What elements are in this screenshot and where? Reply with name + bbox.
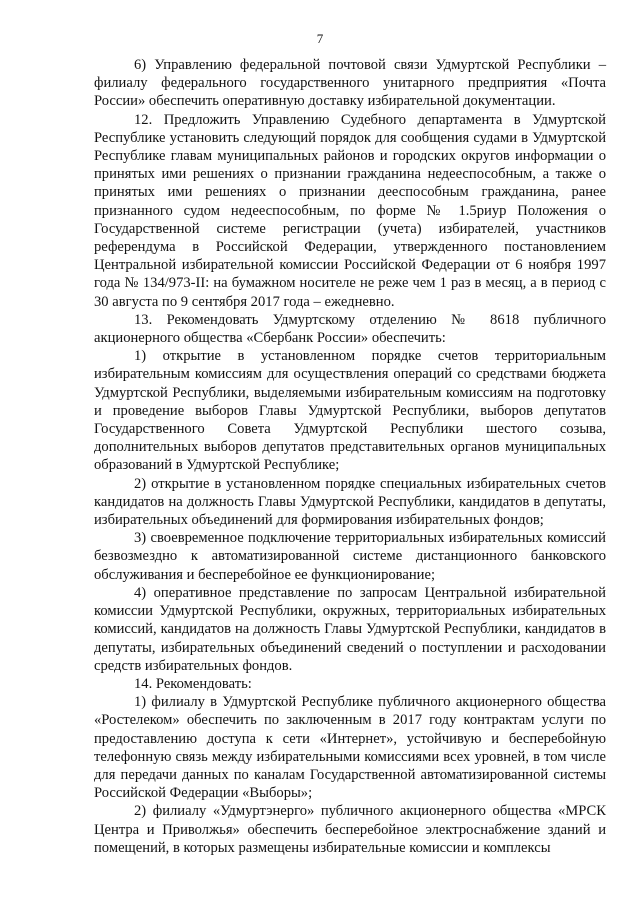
page-number: 7 [316, 31, 324, 46]
paragraph-14-1: 1) филиалу в Удмуртской Республике публичного акционерного общества «Ростелеком» обеспечить по заключенным в 2017 году контрактам услуги по предоставлению доступа к сети «Интернет», устойчивую и бесперебойную телефонную связь между избирательными комиссиями всех уровней, в том числе для передачи данных по каналам Государственной автоматизированной системы Российской Федерации «Выборы»; [94, 694, 606, 802]
paragraph-13-4: 4) оперативное представление по запросам Центральной избирательной комиссии Удмуртской Республики, окружных, территориальных избирательных комиссий, кандидатов на должность Главы Удмуртской Республики, кандидатов в депутаты, избирательных объединений сведений о поступлении и расходовании средств избирательных фондов. [94, 584, 606, 674]
paragraph-13-1: 1) открытие в установленном порядке счетов территориальным избирательным комиссиям для осуществления операций со средствами бюджета Удмуртской Республики, выделяемыми избирательным комиссиям на подготовку и проведение выборов Главы Удмуртской Республики, выборов депутатов Государственного Совета Удмуртской Республики шестого созыва, дополнительных выборов депутатов представительных органов муниципальных образований в Удмуртской Республике; [94, 348, 606, 474]
paragraph-12-court: 12. Предложить Управлению Судебного департамента в Удмуртской Республике установить следующий порядок для сообщения судами в Удмуртской Республике главам муниципальных районов и городских округов информации о принятых ими решениях о признании гражданина недееспособным, а также о принятых ими решениях о признании дееспособным гражданина, ранее признанного судом недееспособным, по форме № 1.5риур Положения о Государственной системе регистрации (учета) избирателей, участников референдума в Российской Федерации, утвержденного постановлением Центральной избирательной комиссии Российской Федерации от 6 ноября 1997 года № 134/973-II: на бумажном носителе не реже чем 1 раз в месяц, а в период с 30 августа по 9 сентября 2017 года – ежедневно. [94, 111, 606, 310]
paragraph-14-2: 2) филиалу «Удмуртэнерго» публичного акционерного общества «МРСК Центра и Приволжья» обеспечить бесперебойное электроснабжение зданий и помещений, в которых размещены избирательные комиссии и комплексы [94, 803, 606, 856]
paragraph-13-3: 3) своевременное подключение территориальных избирательных комиссий безвозмездно к автоматизированной системе дистанционного банковского обслуживания и бесперебойное ее функционирование; [94, 530, 606, 583]
paragraph-13-sberbank: 13. Рекомендовать Удмуртскому отделению № 8618 публичного акционерного общества «Сбербанк России» обеспечить: [94, 311, 606, 347]
paragraph-6-post: 6) Управлению федеральной почтовой связи Удмуртской Республики – филиалу федерального государственного унитарного предприятия «Почта России» обеспечить оперативную доставку избирательной документации. [94, 57, 606, 110]
document-body [94, 56, 606, 857]
paragraph-13-2: 2) открытие в установленном порядке специальных избирательных счетов кандидатов на должность Главы Удмуртской Республики, кандидатов в депутаты, избирательных объединений для формирования избирательных фондов; [94, 475, 606, 529]
paragraph-14-recommend: 14. Рекомендовать: [134, 675, 252, 692]
